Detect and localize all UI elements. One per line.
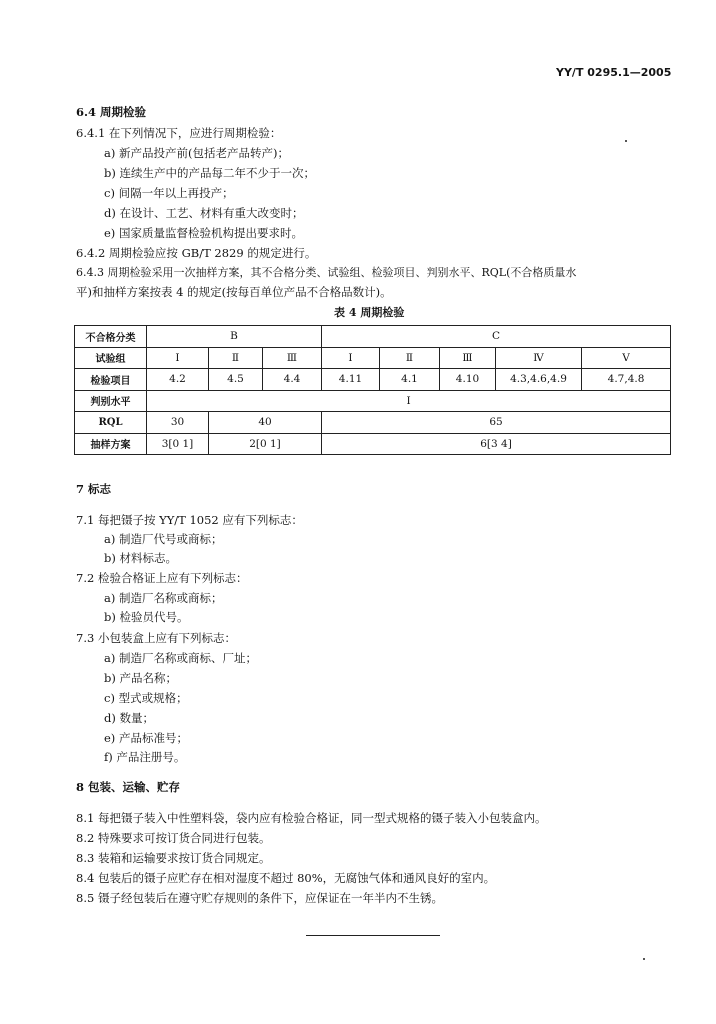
table-caption: 表 4 周期检验 xyxy=(334,306,405,319)
item-cell: 4.1 xyxy=(380,369,440,391)
group-cell: Ⅲ xyxy=(440,347,496,369)
clause-8-4: 8.4 包装后的镊子应贮存在相对湿度不超过 80%，无腐蚀气体和通风良好的室内。 xyxy=(76,871,496,885)
row-label-items: 检验项目 xyxy=(75,369,147,391)
list-item: b) 产品名称； xyxy=(104,671,178,685)
list-item: d) 在设计、工艺、材料有重大改变时； xyxy=(104,206,304,220)
end-rule xyxy=(306,935,440,936)
list-item: b) 检验员代号。 xyxy=(104,610,189,624)
table-row xyxy=(75,369,671,391)
list-item: b) 连续生产中的产品每二年不少于一次； xyxy=(104,166,316,180)
list-item: b) 材料标志。 xyxy=(104,551,178,565)
clause-8-1: 8.1 每把镊子装入中性塑料袋，袋内应有检验合格证，同一型式规格的镊子装入小包装盒内。 xyxy=(76,811,547,825)
group-cell: Ⅰ xyxy=(322,347,380,369)
group-cell: Ⅱ xyxy=(380,347,440,369)
periodic-inspection-table xyxy=(74,325,671,455)
item-cell: 4.3,4.6,4.9 xyxy=(496,369,582,391)
list-item: c) 型式或规格； xyxy=(104,691,188,705)
clause-7-3: 7.3 小包装盒上应有下列标志： xyxy=(76,631,236,645)
table-row xyxy=(75,433,671,455)
group-cell: Ⅳ xyxy=(496,347,582,369)
group-cell: Ⅲ xyxy=(263,347,322,369)
group-cell: Ⅴ xyxy=(582,347,671,369)
section-7-title: 7 标志 xyxy=(76,482,112,496)
item-cell: 4.11 xyxy=(322,369,380,391)
group-cell: Ⅱ xyxy=(209,347,263,369)
list-item: f) 产品注册号。 xyxy=(104,750,186,764)
item-cell: 4.2 xyxy=(147,369,209,391)
row-label-group: 试验组 xyxy=(75,347,147,369)
list-item: a) 制造厂名称或商标； xyxy=(104,591,223,605)
plan-cell: 6[3 4] xyxy=(322,433,671,455)
rql-cell: 40 xyxy=(209,412,322,434)
class-b: B xyxy=(147,326,322,348)
group-cell: Ⅰ xyxy=(147,347,209,369)
table-row xyxy=(75,347,671,369)
list-item: a) 制造厂名称或商标、厂址； xyxy=(104,651,257,665)
table-row xyxy=(75,412,671,434)
clause-8-3: 8.3 装箱和运输要求按订货合同规定。 xyxy=(76,851,271,865)
row-label-level: 判别水平 xyxy=(75,390,147,412)
row-label-rql: RQL xyxy=(75,412,147,434)
item-cell: 4.10 xyxy=(440,369,496,391)
clause-6-4-2: 6.4.2 周期检验应按 GB/T 2829 的规定进行。 xyxy=(76,246,317,260)
clause-8-2: 8.2 特殊要求可按订货合同进行包装。 xyxy=(76,831,271,845)
clause-6-4-3-cont: 平)和抽样方案按表 4 的规定(按每百单位产品不合格品数计)。 xyxy=(76,285,392,299)
clause-8-5: 8.5 镊子经包装后在遵守贮存规则的条件下，应保证在一年半内不生锈。 xyxy=(76,891,443,905)
section-6-4-title: 6.4 周期检验 xyxy=(76,105,147,119)
list-item: d) 数量； xyxy=(104,711,155,725)
clause-7-2: 7.2 检验合格证上应有下列标志： xyxy=(76,571,248,585)
section-8-title: 8 包装、运输、贮存 xyxy=(76,780,181,794)
item-cell: 4.4 xyxy=(263,369,322,391)
clause-6-4-1: 6.4.1 在下列情况下，应进行周期检验： xyxy=(76,126,282,140)
list-item: a) 新产品投产前(包括老产品转产)； xyxy=(104,146,289,160)
list-item: c) 间隔一年以上再投产； xyxy=(104,186,234,200)
scan-speck xyxy=(643,958,645,960)
clause-6-4-3: 6.4.3 周期检验采用一次抽样方案，其不合格分类、试验组、检验项目、判别水平、RQL(不合格质量水 xyxy=(76,266,577,279)
table-row xyxy=(75,390,671,412)
list-item: e) 国家质量监督检验机构提出要求时。 xyxy=(104,226,303,240)
table-row xyxy=(75,326,671,348)
plan-cell: 3[0 1] xyxy=(147,433,209,455)
plan-cell: 2[0 1] xyxy=(209,433,322,455)
list-item: e) 产品标准号； xyxy=(104,731,188,745)
clause-7-1: 7.1 每把镊子按 YY/T 1052 应有下列标志： xyxy=(76,513,303,527)
level-cell: Ⅰ xyxy=(147,390,671,412)
rql-cell: 30 xyxy=(147,412,209,434)
item-cell: 4.7,4.8 xyxy=(582,369,671,391)
rql-cell: 65 xyxy=(322,412,671,434)
row-label-plan: 抽样方案 xyxy=(75,433,147,455)
scan-speck xyxy=(625,140,627,142)
item-cell: 4.5 xyxy=(209,369,263,391)
row-label-class: 不合格分类 xyxy=(75,326,147,348)
class-c: C xyxy=(322,326,671,348)
standard-code: YY/T 0295.1—2005 xyxy=(556,66,672,79)
list-item: a) 制造厂代号或商标； xyxy=(104,532,223,546)
